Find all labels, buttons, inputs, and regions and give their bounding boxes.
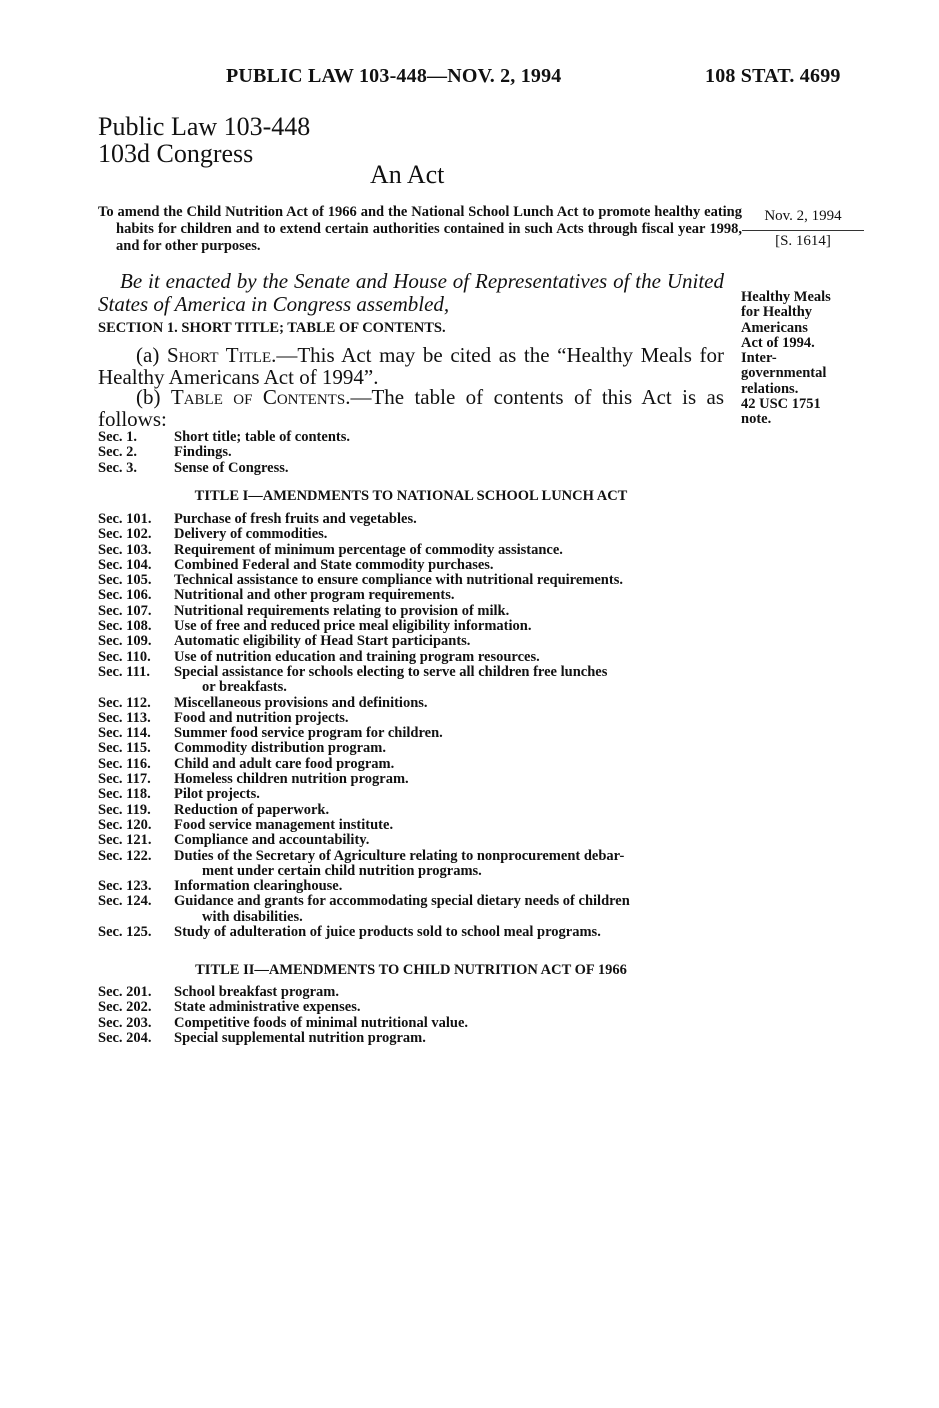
toc-text: School breakfast program. [174, 984, 340, 1000]
toc-num: Sec. 123. [98, 878, 152, 895]
toc-row [98, 879, 738, 894]
toc-num: Sec. 101. [98, 511, 152, 527]
toc-text: Use of free and reduced price meal eligibility information. [174, 618, 532, 635]
section-heading: SECTION 1. SHORT TITLE; TABLE OF CONTENTS. [98, 320, 446, 336]
subsection-a-label: (a) [136, 343, 167, 367]
title-i-heading: TITLE I—AMENDMENTS TO NATIONAL SCHOOL LUNCH ACT [194, 488, 628, 504]
toc-row [98, 619, 738, 634]
toc-text: Special assistance for schools electing to serve all children free lunches [174, 663, 608, 680]
margin-note-line: governmental [741, 365, 827, 382]
toc-row [98, 650, 738, 665]
toc-text: Child and adult care food program. [174, 755, 395, 772]
toc-text: Information clearinghouse. [174, 878, 343, 895]
toc-row [98, 1031, 738, 1046]
subsection-a [98, 344, 724, 388]
toc-num: Sec. 105. [98, 572, 152, 589]
toc-row [98, 711, 738, 726]
toc-text: Compliance and accountability. [174, 832, 370, 849]
toc-text: Summer food service program for children. [174, 725, 443, 742]
toc-row [98, 772, 738, 787]
toc-text: Food and nutrition projects. [174, 709, 349, 726]
toc-num: Sec. 117. [98, 771, 151, 788]
margin-note-line: Act of 1994. [741, 334, 815, 351]
margin-note-line: relations. [741, 380, 799, 397]
toc-num: Sec. 112. [98, 694, 151, 711]
toc-num: Sec. 125. [98, 924, 152, 941]
toc-num: Sec. 2. [98, 444, 138, 461]
toc-text: Study of adulteration of juice products sold to school meal programs. [174, 924, 601, 941]
title-ii-heading: TITLE II—AMENDMENTS TO CHILD NUTRITION ACT OF 1966 [195, 962, 627, 978]
toc-num: Sec. 201. [98, 984, 152, 1000]
toc-row [98, 985, 738, 1000]
toc-row [98, 787, 738, 802]
toc-num: Sec. 203. [98, 1014, 152, 1031]
margin-rule [742, 230, 864, 231]
toc-row [98, 925, 738, 940]
subsection-b-caption: Table of Contents [170, 385, 346, 409]
toc-num: Sec. 114. [98, 725, 151, 742]
subsection-b [98, 386, 724, 430]
toc-num: Sec. 108. [98, 618, 152, 635]
margin-note-line: Healthy Meals [741, 289, 831, 305]
toc-num: Sec. 120. [98, 816, 152, 833]
toc-row [98, 604, 738, 619]
toc-num: Sec. 102. [98, 526, 152, 543]
toc-text: Nutritional requirements relating to provision of milk. [174, 602, 510, 619]
toc-row [98, 461, 738, 476]
subsection-a-caption: Short Title [166, 343, 272, 367]
toc-row [98, 665, 738, 680]
margin-note-line: 42 USC 1751 [741, 396, 821, 413]
toc-text: Use of nutrition education and training program resources. [174, 648, 540, 665]
toc-text: Guidance and grants for accommodating special dietary needs of children [174, 893, 630, 910]
title-ii-list [98, 985, 738, 1046]
toc-row [98, 741, 738, 756]
toc-num: Sec. 119. [98, 801, 151, 818]
toc-text: Technical assistance to ensure compliance with nutritional requirements. [174, 572, 623, 589]
toc-num: Sec. 202. [98, 999, 152, 1016]
congress: 103d Congress [98, 139, 254, 168]
title-i-list [98, 512, 738, 940]
toc-num: Sec. 121. [98, 832, 152, 849]
toc-continuation: with disabilities. [202, 908, 303, 925]
toc-row [98, 803, 738, 818]
toc-row [98, 757, 738, 772]
toc-text: Competitive foods of minimal nutritional value. [174, 1014, 469, 1031]
toc-text: Requirement of minimum percentage of commodity assistance. [174, 541, 563, 558]
stat-page: 108 STAT. 4699 [705, 65, 841, 87]
margin-note-line: Inter- [741, 350, 777, 367]
toc-text: Pilot projects. [174, 786, 260, 803]
toc-intro [98, 430, 738, 476]
margin-date: Nov. 2, 1994 [764, 208, 842, 224]
toc-row [98, 573, 738, 588]
toc-row [98, 543, 738, 558]
toc-text: Miscellaneous provisions and definitions. [174, 694, 428, 711]
toc-text: Delivery of commodities. [174, 526, 328, 543]
running-title: PUBLIC LAW 103-448—NOV. 2, 1994 [226, 65, 562, 87]
toc-text: Combined Federal and State commodity purchases. [174, 556, 494, 573]
toc-num: Sec. 107. [98, 602, 152, 619]
toc-num: Sec. 113. [98, 709, 151, 726]
toc-row [98, 512, 738, 527]
toc-text: Purchase of fresh fruits and vegetables. [174, 511, 417, 527]
toc-text: Reduction of paperwork. [174, 801, 330, 818]
subsection-b-text: .—The table of contents of this Act is as follows: [98, 385, 725, 431]
act-heading: An Act [370, 160, 445, 189]
toc-num: Sec. 104. [98, 556, 152, 573]
toc-num: Sec. 118. [98, 786, 151, 803]
toc-text: Homeless children nutrition program. [174, 771, 409, 788]
subsection-b-label: (b) [136, 385, 171, 409]
margin-note-line: note. [741, 411, 772, 428]
toc-num: Sec. 1. [98, 429, 138, 445]
toc-row [98, 696, 738, 711]
toc-row [98, 634, 738, 649]
toc-num: Sec. 124. [98, 893, 152, 910]
toc-row [98, 833, 738, 848]
purpose-statement: To amend the Child Nutrition Act of 1966 and the National School Lunch Act to promote healthy eating habits for children and to extend certain authorities contained in such Acts through fiscal year 1998, and for other purposes. [98, 204, 742, 254]
toc-text: State administrative expenses. [174, 999, 361, 1016]
toc-continuation: or breakfasts. [202, 679, 287, 696]
toc-row [98, 445, 738, 460]
toc-row [98, 430, 738, 445]
toc-text: Nutritional and other program requirements. [174, 587, 455, 604]
toc-num: Sec. 103. [98, 541, 152, 558]
toc-row [98, 849, 738, 864]
toc-text: Automatic eligibility of Head Start participants. [174, 633, 471, 650]
toc-num: Sec. 116. [98, 755, 151, 772]
toc-text: Sense of Congress. [174, 459, 289, 476]
toc-text: Duties of the Secretary of Agriculture relating to nonprocurement debar- [174, 847, 625, 864]
toc-num: Sec. 122. [98, 847, 152, 864]
margin-note-line: for Healthy [741, 304, 813, 321]
margin-note-line: Americans [741, 319, 808, 336]
toc-text: Special supplemental nutrition program. [174, 1029, 426, 1046]
margin-notes [741, 290, 871, 428]
toc-text: Short title; table of contents. [174, 429, 350, 445]
toc-row [98, 1016, 738, 1031]
law-number: Public Law 103-448 [98, 112, 311, 141]
toc-continuation: ment under certain child nutrition programs. [202, 862, 482, 879]
toc-text: Findings. [174, 444, 232, 461]
enacting-clause: Be it enacted by the Senate and House of Representatives of the United States of America in Congress assembled, [98, 269, 724, 316]
toc-text: Food service management institute. [174, 816, 394, 833]
toc-num: Sec. 109. [98, 633, 152, 650]
toc-num: Sec. 111. [98, 663, 150, 680]
toc-num: Sec. 115. [98, 740, 151, 757]
toc-num: Sec. 106. [98, 587, 152, 604]
toc-row [98, 527, 738, 542]
toc-row [98, 588, 738, 603]
toc-text: Commodity distribution program. [174, 740, 387, 757]
subsection-a-text: .—This Act may be cited as the “Healthy Meals for Healthy Americans Act of 1994”. [98, 343, 724, 389]
toc-row [98, 558, 738, 573]
margin-bill: [S. 1614] [775, 233, 831, 249]
toc-row [98, 818, 738, 833]
toc-row [98, 894, 738, 909]
toc-row [98, 1000, 738, 1015]
toc-num: Sec. 3. [98, 459, 138, 476]
toc-num: Sec. 204. [98, 1029, 152, 1046]
toc-row [98, 726, 738, 741]
toc-num: Sec. 110. [98, 648, 151, 665]
